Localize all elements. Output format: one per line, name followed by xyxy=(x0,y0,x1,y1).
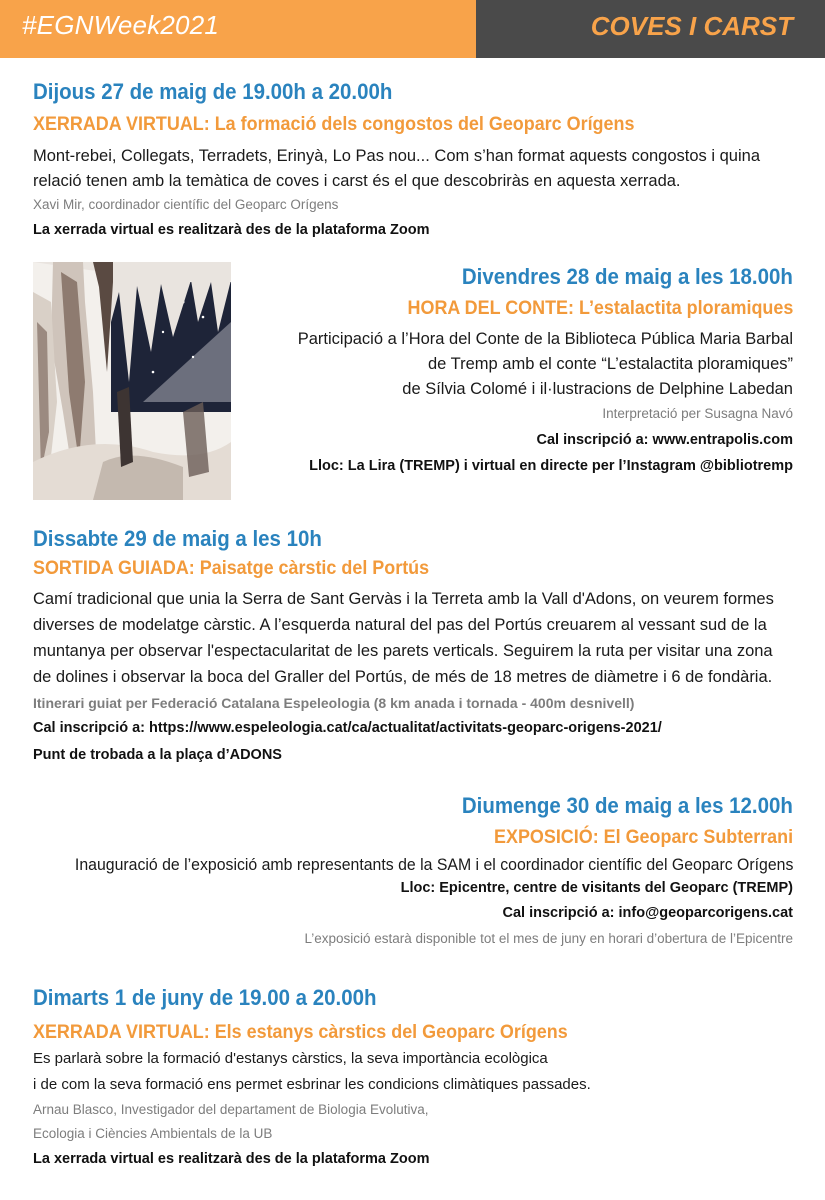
event-1-platform-note: La xerrada virtual es realitzarà des de la plataforma Zoom xyxy=(33,222,430,238)
hashtag: #EGNWeek2021 xyxy=(22,10,220,40)
event-2-registration: Cal inscripció a: www.entrapolis.com xyxy=(536,432,793,448)
event-4-availability: L’exposició estarà disponible tot el mes de juny en horari d’obertura de l’Epicentre xyxy=(304,931,793,946)
event-3-guide-info: Itinerari guiat per Federació Catalana Espeleologia (8 km anada i tornada - 400m desnivell) xyxy=(33,695,635,711)
event-2-description-line-3: de Sílvia Colomé i il·lustracions de Delphine Labedan xyxy=(402,380,793,398)
event-1-description-line-1: Mont-rebei, Collegats, Terradets, Erinyà, Lo Pas nou... Com s’han format aquests congostos i quina xyxy=(33,147,760,165)
event-5-platform-note: La xerrada virtual es realitzarà des de la plataforma Zoom xyxy=(33,1151,430,1167)
event-3-description-line-1: Camí tradicional que unia la Serra de Sant Gervàs i la Terreta amb la Vall d'Adons, on veurem formes xyxy=(33,590,774,608)
event-2-description-line-1: Participació a l’Hora del Conte de la Biblioteca Pública Maria Barbal xyxy=(297,330,793,348)
event-1-title: XERRADA VIRTUAL: La formació dels congostos del Geoparc Orígens xyxy=(33,113,635,135)
event-3-title: SORTIDA GUIADA: Paisatge càrstic del Portús xyxy=(33,557,430,579)
event-2-title: HORA DEL CONTE: L’estalactita ploramiques xyxy=(407,297,793,319)
event-5-date: Dimarts 1 de juny de 19.00 a 20.00h xyxy=(33,985,377,1010)
event-5-description-line-1: Es parlarà sobre la formació d'estanys càrstics, la seva importància ecològica xyxy=(33,1050,548,1067)
event-3-description-line-2: diverses de modelatge càrstic. A l’esquerda natural del pas del Portús creuarem al vessant sud de la xyxy=(33,616,767,634)
stalactite-illustration xyxy=(33,262,231,500)
event-1-speaker: Xavi Mir, coordinador científic del Geoparc Orígens xyxy=(33,197,339,212)
event-5-speaker-line-2: Ecologia i Ciències Ambientals de la UB xyxy=(33,1126,273,1141)
header-hashtag-panel xyxy=(0,0,476,58)
event-4-date: Diumenge 30 de maig a les 12.00h xyxy=(462,793,793,818)
event-1-date: Dijous 27 de maig de 19.00h a 20.00h xyxy=(33,79,393,104)
event-3-date: Dissabte 29 de maig a les 10h xyxy=(33,526,322,551)
header-section-panel xyxy=(476,0,825,58)
event-1-description-line-2: relació tenen amb la temàtica de coves i carst és el que descobriràs en aquesta xerrada. xyxy=(33,172,681,190)
cave-illustration-svg xyxy=(33,262,231,500)
event-4-title: EXPOSICIÓ: El Geoparc Subterrani xyxy=(493,826,793,848)
event-4-location: Lloc: Epicentre, centre de visitants del Geoparc (TREMP) xyxy=(400,880,793,896)
section-title: COVES I CARST xyxy=(590,11,793,41)
event-3-description-line-4: de dolines i observar la boca del Graller del Portús, de més de 18 metres de diàmetre i 6 de fondària. xyxy=(33,668,773,686)
event-2-date: Divendres 28 de maig a les 18.00h xyxy=(462,264,793,289)
event-2-description-line-2: de Tremp amb el conte “L’estalactita ploramiques” xyxy=(427,355,793,373)
event-2-performer: Interpretació per Susagna Navó xyxy=(602,406,793,421)
event-5-speaker-line-1: Arnau Blasco, Investigador del departament de Biologia Evolutiva, xyxy=(33,1102,429,1117)
event-2-location: Lloc: La Lira (TREMP) i virtual en directe per l’Instagram @bibliotremp xyxy=(309,458,793,474)
event-4-description: Inauguració de l’exposició amb representants de la SAM i el coordinador científic del Geoparc Orígens xyxy=(74,856,793,874)
header-bar xyxy=(0,0,825,58)
event-5-title: XERRADA VIRTUAL: Els estanys càrstics del Geoparc Orígens xyxy=(33,1021,568,1043)
event-3-description-line-3: muntanya per observar l'espectacularitat de les parets verticals. Seguirem la ruta per visitar una zona xyxy=(33,642,773,660)
event-5-description-line-2: i de com la seva formació ens permet esbrinar les condicions climàtiques passades. xyxy=(33,1076,591,1093)
event-3-registration: Cal inscripció a: https://www.espeleologia.cat/ca/actualitat/activitats-geoparc-origens-2021/ xyxy=(33,720,662,736)
event-4-registration: Cal inscripció a: info@geoparcorigens.cat xyxy=(502,905,793,921)
event-3-meeting-point: Punt de trobada a la plaça d’ADONS xyxy=(33,747,282,763)
